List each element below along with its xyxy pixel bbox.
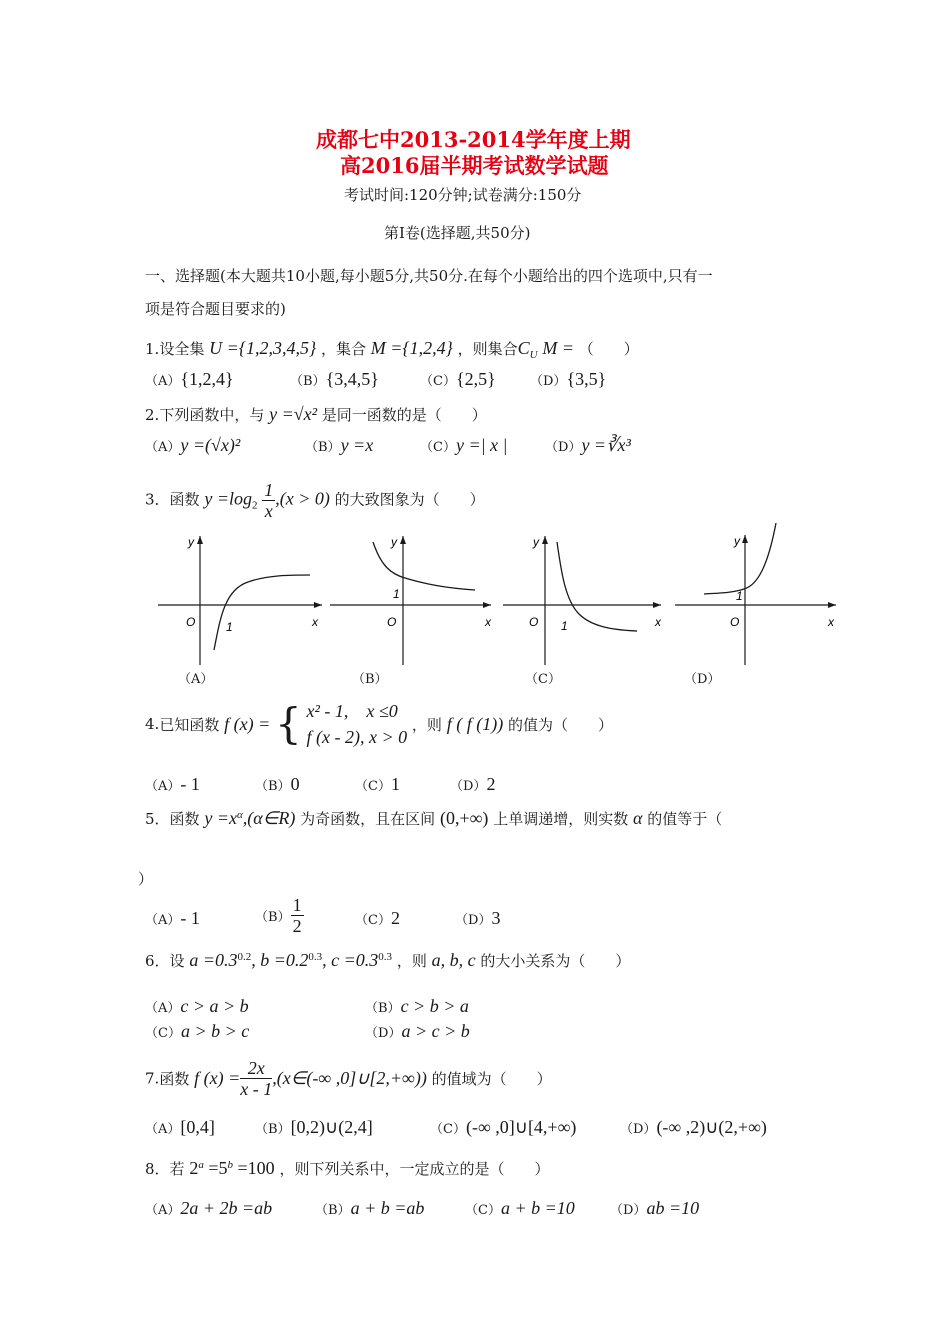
option-value: 1 bbox=[390, 774, 400, 794]
question-text: 已知函数 bbox=[159, 715, 220, 734]
option-label: （B） bbox=[255, 1122, 291, 1137]
question-text: 若 bbox=[169, 1160, 185, 1178]
y-label: y bbox=[391, 535, 397, 549]
option-value: {3,4,5} bbox=[325, 369, 379, 389]
option-label: （C） bbox=[145, 1026, 181, 1041]
graph-b bbox=[325, 530, 505, 690]
question-5-close: ） bbox=[138, 870, 154, 888]
question-number: 4. bbox=[145, 715, 160, 733]
question-5 bbox=[145, 808, 722, 829]
question-4 bbox=[145, 698, 613, 754]
y-label: y bbox=[533, 535, 539, 549]
option-label: （C） bbox=[355, 779, 391, 794]
graph-a-label: （A） bbox=[178, 672, 214, 687]
question-number: 3． bbox=[145, 490, 170, 509]
option-value: - 1 bbox=[180, 774, 200, 794]
question-text: ，则下列关系中，一定成立的是（ ） bbox=[279, 1160, 550, 1178]
y-axis-arrow bbox=[400, 536, 406, 544]
option-label: （C） bbox=[420, 374, 456, 389]
option-value: a + b =10 bbox=[500, 1198, 575, 1218]
fraction-denominator: x bbox=[264, 501, 273, 521]
option-label: （A） bbox=[145, 1122, 181, 1137]
option-row bbox=[255, 895, 304, 936]
math-superscript: 0.3 bbox=[378, 951, 393, 963]
option-row bbox=[255, 774, 300, 795]
fraction-numerator: 1 bbox=[264, 480, 274, 500]
math-subscript: U bbox=[529, 349, 538, 361]
question-1 bbox=[145, 338, 639, 361]
question-text: ，则 bbox=[411, 715, 442, 734]
option-label: （D） bbox=[620, 1122, 657, 1137]
option-row bbox=[355, 908, 400, 929]
math-superscript: a bbox=[198, 1159, 204, 1171]
option-value: - 1 bbox=[180, 908, 200, 928]
case-1: x² - 1, x ≤0 bbox=[306, 701, 398, 721]
question-7 bbox=[145, 1058, 552, 1099]
curve bbox=[704, 523, 776, 594]
fraction-denominator: 2 bbox=[292, 916, 302, 936]
option-label: （A） bbox=[145, 374, 181, 389]
question-text: 函数 bbox=[169, 490, 200, 509]
volume-title: 第Ⅰ卷(选择题,共50分) bbox=[384, 224, 531, 242]
question-text: 的值为（ ） bbox=[507, 715, 613, 734]
option-row bbox=[290, 369, 379, 390]
option-label: （A） bbox=[145, 1001, 181, 1016]
y-axis-arrow bbox=[197, 536, 203, 544]
option-value: a > c > b bbox=[401, 1021, 470, 1041]
math-expression: , b =0.2 bbox=[251, 950, 309, 970]
question-number: 8． bbox=[145, 1160, 170, 1178]
option-label: （A） bbox=[145, 913, 181, 928]
question-text: ，集合 bbox=[320, 340, 366, 358]
origin-label: O bbox=[387, 615, 397, 629]
question-text: 上单调递增，则实数 bbox=[493, 810, 629, 828]
fraction-numerator: 2x bbox=[240, 1058, 272, 1079]
fraction bbox=[240, 1058, 272, 1099]
question-text: 设 bbox=[169, 952, 185, 970]
math-expression: y =√x² bbox=[269, 404, 318, 424]
x-axis-arrow bbox=[828, 602, 836, 608]
option-row bbox=[145, 996, 249, 1017]
origin-label: O bbox=[529, 615, 539, 629]
option-label: （D） bbox=[610, 1203, 647, 1218]
option-value: 2a + 2b =ab bbox=[180, 1198, 273, 1218]
option-value: {3,5} bbox=[566, 369, 607, 389]
y-axis-arrow bbox=[542, 536, 548, 544]
math-expression: M = bbox=[542, 338, 574, 358]
option-value: {1,2,4} bbox=[180, 369, 234, 389]
graph-b-label: （B） bbox=[352, 672, 388, 687]
option-label: （A） bbox=[145, 440, 181, 455]
math-expression: U ={1,2,3,4,5} bbox=[209, 338, 317, 358]
curve bbox=[557, 542, 637, 631]
question-text: 的大小关系为（ ） bbox=[480, 952, 631, 970]
option-row bbox=[365, 1021, 470, 1042]
curve bbox=[373, 542, 475, 590]
option-row bbox=[145, 908, 200, 929]
origin-label: O bbox=[730, 615, 740, 629]
option-row bbox=[255, 1117, 373, 1138]
question-text: ，则 bbox=[396, 952, 427, 970]
math-expression: a, b, c bbox=[431, 950, 476, 970]
question-3 bbox=[145, 480, 485, 521]
option-label: （B） bbox=[290, 374, 326, 389]
curve bbox=[214, 575, 310, 650]
graph-d-label: （D） bbox=[684, 672, 721, 687]
option-row bbox=[530, 369, 606, 390]
option-row bbox=[145, 369, 234, 390]
question-text: 设全集 bbox=[159, 340, 205, 358]
y-axis-arrow bbox=[742, 535, 748, 543]
question-text: ，则集合 bbox=[457, 340, 518, 358]
option-row bbox=[145, 1117, 215, 1138]
option-row bbox=[465, 1198, 575, 1219]
option-label: （D） bbox=[450, 779, 487, 794]
x-label: x bbox=[655, 615, 661, 629]
one-label: 1 bbox=[736, 589, 743, 603]
one-label: 1 bbox=[226, 620, 233, 634]
math-superscript: b bbox=[227, 1159, 233, 1171]
math-expression: ,(x > 0) bbox=[275, 488, 330, 509]
option-value: 3 bbox=[491, 908, 501, 928]
option-row bbox=[620, 1117, 767, 1138]
option-value: y =| x | bbox=[455, 435, 508, 455]
question-6 bbox=[145, 950, 630, 971]
one-label: 1 bbox=[393, 587, 400, 601]
option-value: c > b > a bbox=[400, 996, 469, 1016]
math-expression: =100 bbox=[233, 1158, 275, 1178]
option-row bbox=[145, 774, 200, 795]
option-row bbox=[355, 774, 400, 795]
option-row bbox=[145, 1198, 272, 1219]
fraction bbox=[291, 895, 304, 936]
math-expression: f (x) = bbox=[194, 1068, 241, 1088]
option-row bbox=[450, 774, 495, 795]
math-expression: (0,+∞) bbox=[439, 808, 489, 828]
brace-icon: { bbox=[275, 699, 302, 748]
option-row bbox=[145, 435, 240, 456]
graph-c-label: （C） bbox=[525, 672, 561, 687]
option-value: (-∞ ,2)∪(2,+∞) bbox=[656, 1117, 767, 1137]
section-intro-line-1: 一、选择题(本大题共10小题,每小题5分,共50分.在每个小题给出的四个选项中,只有一 bbox=[145, 267, 713, 285]
option-value: y =∛x³ bbox=[581, 435, 631, 455]
piecewise-cases bbox=[307, 698, 408, 750]
option-label: （D） bbox=[545, 440, 582, 455]
option-value: [0,2)∪(2,4] bbox=[290, 1117, 373, 1137]
math-expression: f ( f (1)) bbox=[446, 713, 504, 734]
math-superscript: 0.3 bbox=[308, 951, 323, 963]
case-2: f (x - 2), x > 0 bbox=[306, 727, 408, 747]
option-label: （B） bbox=[365, 1001, 401, 1016]
question-text: 的值域为（ ） bbox=[431, 1070, 552, 1088]
math-subscript: 2 bbox=[251, 499, 258, 512]
option-row bbox=[430, 1117, 576, 1138]
y-label: y bbox=[188, 535, 194, 549]
option-label: （C） bbox=[420, 440, 456, 455]
option-value: 2 bbox=[486, 774, 496, 794]
option-label: （B） bbox=[305, 440, 341, 455]
option-label: （C） bbox=[430, 1122, 466, 1137]
question-number: 5． bbox=[145, 810, 170, 828]
exam-info: 考试时间:120分钟;试卷满分:150分 bbox=[344, 186, 582, 204]
option-row bbox=[420, 435, 507, 456]
option-label: （B） bbox=[255, 910, 291, 925]
math-expression: y =x bbox=[204, 808, 237, 828]
x-label: x bbox=[312, 615, 318, 629]
option-value: ab =10 bbox=[646, 1198, 700, 1218]
math-expression: ,(α∈R) bbox=[242, 808, 296, 828]
option-row bbox=[420, 369, 496, 390]
question-number: 1. bbox=[145, 340, 160, 358]
option-row bbox=[315, 1198, 424, 1219]
option-label: （A） bbox=[145, 1203, 181, 1218]
x-label: x bbox=[828, 615, 834, 629]
question-8 bbox=[145, 1158, 549, 1179]
x-label: x bbox=[485, 615, 491, 629]
question-number: 2. bbox=[145, 406, 160, 424]
option-value: 0 bbox=[290, 774, 300, 794]
graph-a bbox=[150, 530, 330, 690]
math-expression: C bbox=[517, 338, 530, 358]
option-label: （D） bbox=[530, 374, 567, 389]
math-superscript: α bbox=[236, 809, 243, 821]
x-axis-arrow bbox=[314, 602, 322, 608]
option-label: （C） bbox=[465, 1203, 501, 1218]
math-expression: M ={1,2,4} bbox=[370, 338, 453, 358]
math-expression: f (x) = bbox=[224, 713, 271, 734]
graph-c bbox=[495, 530, 675, 690]
question-2 bbox=[145, 404, 487, 425]
origin-label: O bbox=[186, 615, 196, 629]
math-expression: α bbox=[633, 808, 643, 828]
fraction-denominator: x - 1 bbox=[240, 1079, 273, 1099]
option-row bbox=[305, 435, 373, 456]
question-text: （ ） bbox=[578, 340, 639, 358]
question-text: 下列函数中，与 bbox=[159, 406, 265, 424]
option-value: y =x bbox=[340, 435, 374, 455]
option-label: （D） bbox=[455, 913, 492, 928]
fraction bbox=[262, 480, 275, 521]
x-axis-arrow bbox=[483, 602, 491, 608]
math-expression: , c =0.3 bbox=[322, 950, 379, 970]
question-text: 是同一函数的是（ ） bbox=[321, 406, 487, 424]
option-value: {2,5} bbox=[455, 369, 496, 389]
title-line-2: 高2016届半期考试数学试题 bbox=[340, 153, 609, 178]
option-value: y =(√x)² bbox=[180, 435, 241, 455]
question-text: 的值等于（ bbox=[647, 810, 723, 828]
math-expression: 2 bbox=[189, 1158, 199, 1178]
option-label: （D） bbox=[365, 1026, 402, 1041]
option-row bbox=[365, 996, 469, 1017]
math-expression: =5 bbox=[203, 1158, 228, 1178]
question-number: 6． bbox=[145, 952, 170, 970]
question-number: 7. bbox=[145, 1069, 160, 1088]
y-label: y bbox=[734, 534, 740, 548]
math-expression: ,(x∈(-∞ ,0]∪[2,+∞)) bbox=[272, 1068, 427, 1088]
graph-d bbox=[670, 515, 850, 690]
option-row bbox=[545, 435, 631, 456]
option-label: （B） bbox=[255, 779, 291, 794]
question-text: 的大致图象为（ ） bbox=[334, 490, 485, 509]
math-expression: y =log bbox=[204, 488, 252, 509]
option-label: （C） bbox=[355, 913, 391, 928]
x-axis-arrow bbox=[653, 602, 661, 608]
section-intro-line-2: 项是符合题目要求的) bbox=[145, 300, 286, 318]
one-label: 1 bbox=[561, 619, 568, 633]
math-superscript: 0.2 bbox=[237, 951, 252, 963]
question-text: 函数 bbox=[159, 1070, 190, 1088]
option-value: c > a > b bbox=[180, 996, 249, 1016]
question-text: 为奇函数，且在区间 bbox=[300, 810, 436, 828]
option-label: （A） bbox=[145, 779, 181, 794]
option-row bbox=[145, 1021, 249, 1042]
option-row bbox=[455, 908, 500, 929]
option-value: a > b > c bbox=[180, 1021, 250, 1041]
fraction-numerator: 1 bbox=[292, 895, 302, 915]
option-value: (-∞ ,0]∪[4,+∞) bbox=[465, 1117, 577, 1137]
option-value: 2 bbox=[390, 908, 400, 928]
option-row bbox=[610, 1198, 699, 1219]
question-text: 函数 bbox=[169, 810, 200, 828]
title-line-1: 成都七中2013-2014学年度上期 bbox=[316, 127, 631, 152]
option-label: （B） bbox=[315, 1203, 351, 1218]
option-value: [0,4] bbox=[180, 1117, 215, 1137]
option-value: a + b =ab bbox=[350, 1198, 425, 1218]
math-expression: a =0.3 bbox=[189, 950, 238, 970]
